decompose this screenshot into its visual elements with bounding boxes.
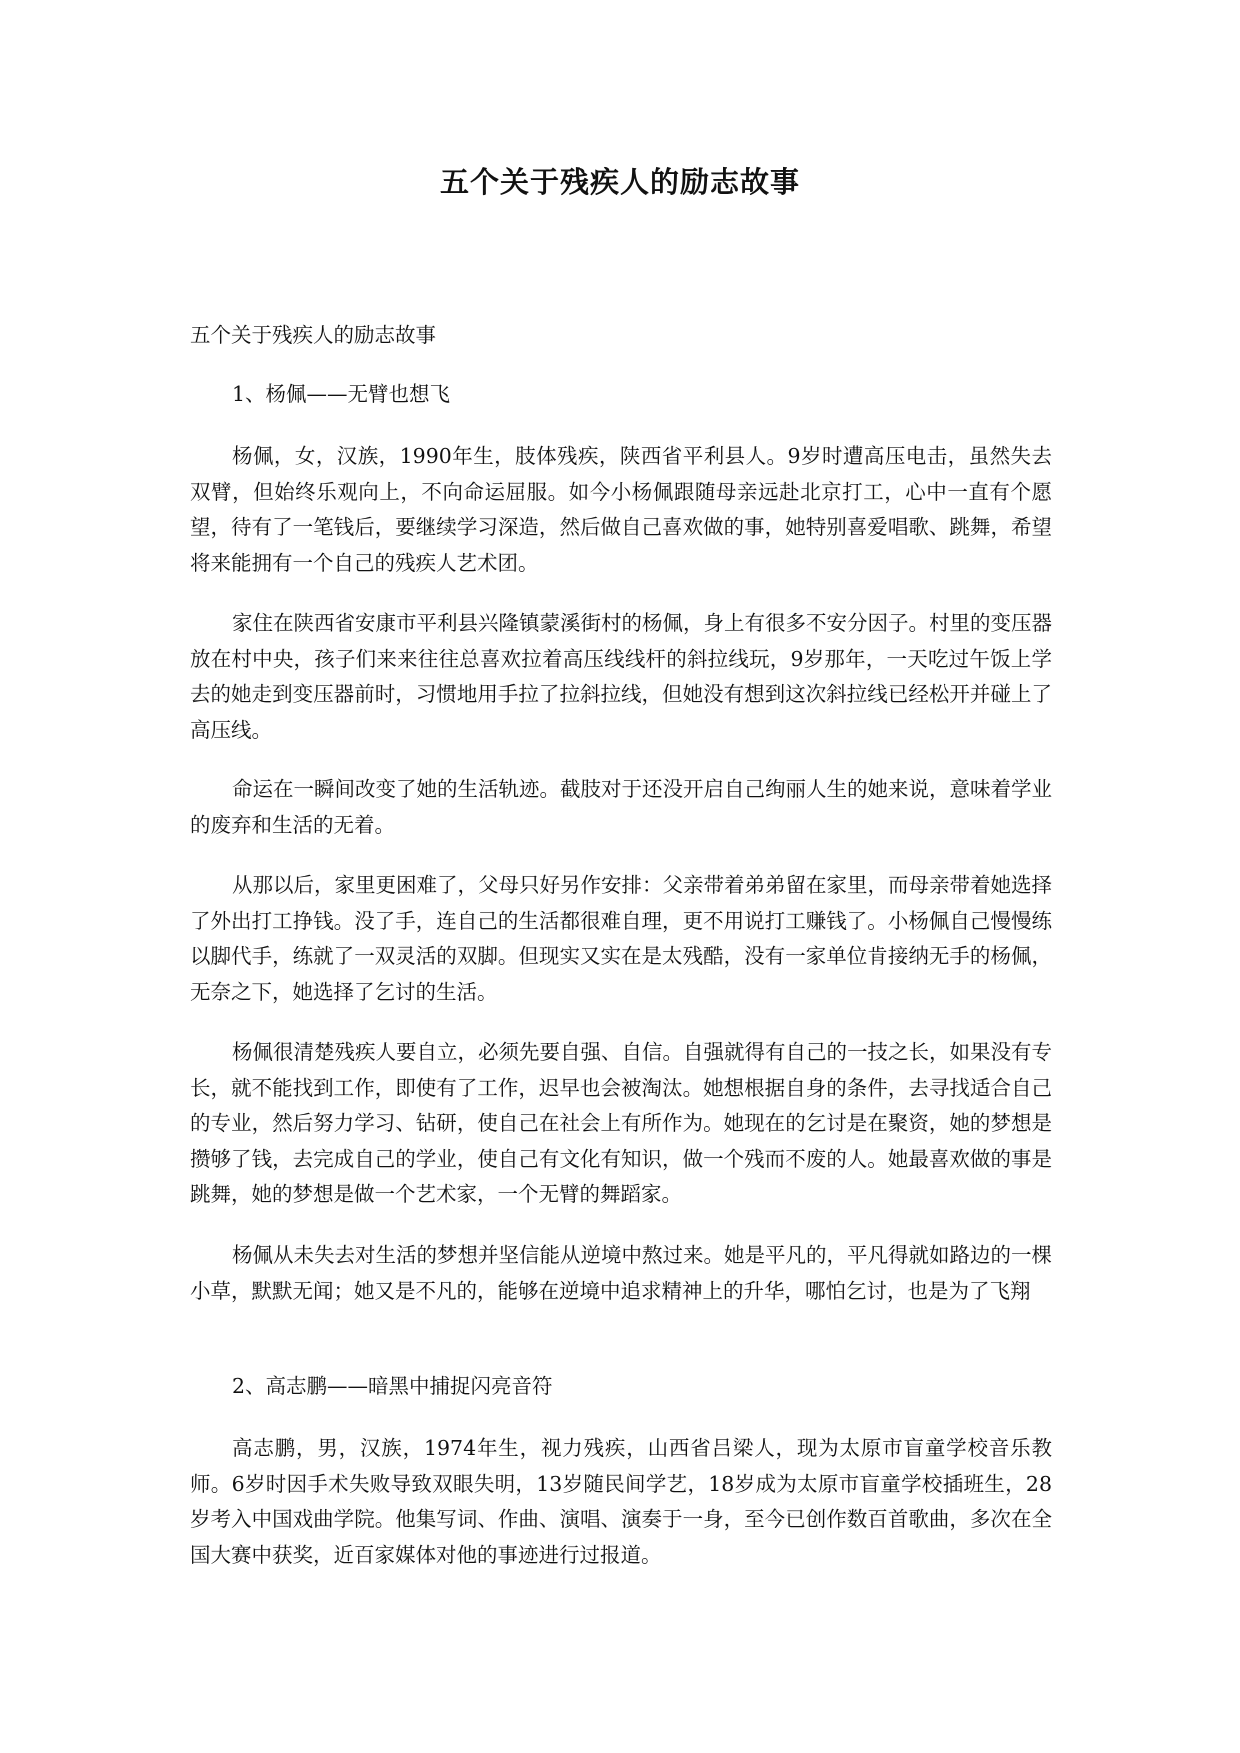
paragraph: 杨佩，女，汉族，1990年生，肢体残疾，陕西省平利县人。9岁时遭高压电击，虽然失去双臂，但始终乐观向上，不向命运屈服。如今小杨佩跟随母亲远赴北京打工，心中一直有个愿望，待有了一笔钱后，要继续学习深造，然后做自己喜欢做的事，她特别喜爱唱歌、跳舞，希望将来能拥有一个自己的残疾人艺术团。 [190, 444, 1052, 575]
section-heading-2: 2、高志鹏——暗黑中捕捉闪亮音符 [232, 1374, 553, 1398]
section-heading-1: 1、杨佩——无臂也想飞 [232, 382, 451, 406]
paragraph: 高志鹏，男，汉族，1974年生，视力残疾，山西省吕梁人，现为太原市盲童学校音乐教师。6岁时因手术失败导致双眼失明，13岁随民间学艺，18岁成为太原市盲童学校插班生，28岁考入中国戏曲学院。他集写词、作曲、演唱、演奏于一身，至今已创作数百首歌曲，多次在全国大赛中获奖，近百家媒体对他的事迹进行过报道。 [190, 1436, 1052, 1567]
paragraph: 家住在陕西省安康市平利县兴隆镇蒙溪街村的杨佩，身上有很多不安分因子。村里的变压器放在村中央，孩子们来来往往总喜欢拉着高压线线杆的斜拉线玩，9岁那年，一天吃过午饭上学去的她走到变压器前时，习惯地用手拉了拉斜拉线，但她没有想到这次斜拉线已经松开并碰上了高压线。 [190, 611, 1052, 742]
paragraph: 从那以后，家里更困难了，父母只好另作安排：父亲带着弟弟留在家里，而母亲带着她选择了外出打工挣钱。没了手，连自己的生活都很难自理，更不用说打工赚钱了。小杨佩自己慢慢练以脚代手，练就了一双灵活的双脚。但现实又实在是太残酷，没有一家单位肯接纳无手的杨佩，无奈之下，她选择了乞讨的生活。 [190, 873, 1052, 1004]
page-title: 五个关于残疾人的励志故事 [439, 165, 800, 199]
document-subtitle: 五个关于残疾人的励志故事 [190, 323, 436, 347]
paragraph: 杨佩很清楚残疾人要自立，必须先要自强、自信。自强就得有自己的一技之长，如果没有专长，就不能找到工作，即使有了工作，迟早也会被淘汰。她想根据自身的条件，去寻找适合自己的专业，然后努力学习、钻研，使自己在社会上有所作为。她现在的乞讨是在聚资，她的梦想是攒够了钱，去完成自己的学业，使自己有文化有知识，做一个残而不废的人。她最喜欢做的事是跳舞，她的梦想是做一个艺术家，一个无臂的舞蹈家。 [190, 1040, 1052, 1206]
paragraph: 杨佩从未失去对生活的梦想并坚信能从逆境中熬过来。她是平凡的，平凡得就如路边的一棵小草，默默无闻；她又是不凡的，能够在逆境中追求精神上的升华，哪怕乞讨，也是为了飞翔 [190, 1243, 1052, 1303]
paragraph: 命运在一瞬间改变了她的生活轨迹。截肢对于还没开启自己绚丽人生的她来说，意味着学业的废弃和生活的无着。 [190, 777, 1052, 837]
